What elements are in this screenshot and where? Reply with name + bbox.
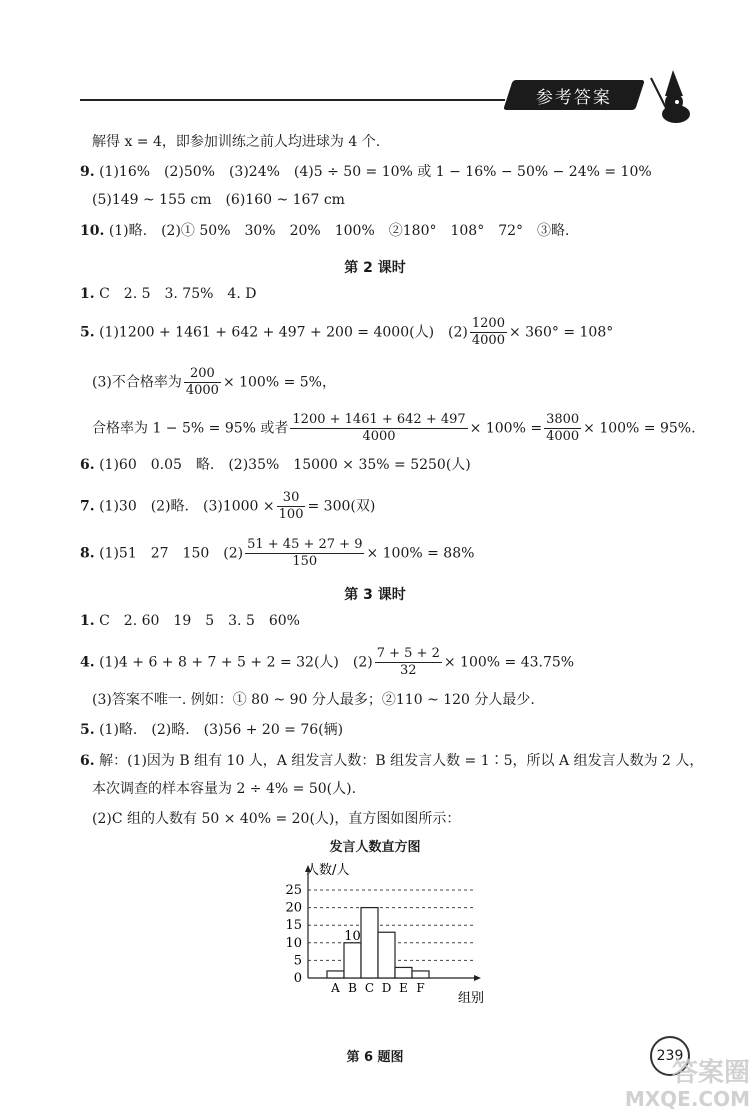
question-number: 1. <box>80 613 95 629</box>
question-number: 1. <box>80 286 95 302</box>
x-tick-label: D <box>381 981 392 995</box>
wizard-mascot-icon <box>643 66 703 126</box>
histogram-bar <box>378 932 395 978</box>
question-number: 9. <box>80 164 95 180</box>
y-tick-label: 5 <box>293 953 302 969</box>
histogram-bar <box>327 971 344 978</box>
answer-text: (1)51 27 150 (2) <box>99 545 244 562</box>
answer-text: × 100% = 88% <box>366 545 475 562</box>
answer-7 <box>80 490 375 523</box>
answer-text: × 100% = 95%. <box>583 420 696 437</box>
question-number: 10. <box>80 223 105 239</box>
y-tick-label: 20 <box>285 900 302 916</box>
fraction-numerator: 1200 <box>471 316 505 331</box>
page-number: 239 <box>650 1036 690 1076</box>
x-tick-label: F <box>416 981 425 995</box>
answer-9-part2: (5)149 ~ 155 cm (6)160 ~ 167 cm <box>92 192 345 208</box>
header-banner-label: 参考答案 <box>536 87 612 108</box>
answer-4 <box>80 646 574 679</box>
fraction-denominator: 4000 <box>546 429 580 444</box>
answer-text: × 360° = 108° <box>508 324 614 341</box>
answer-9-part1 <box>80 163 652 181</box>
answer-10 <box>80 222 569 240</box>
answer-text: (1)4 + 6 + 8 + 7 + 5 + 2 = 32(人) (2) <box>99 654 373 671</box>
fraction-numerator: 200 <box>184 366 221 383</box>
line-solution-x: 解得 x = 4，即参加训练之前人均进球为 4 个. <box>92 134 381 150</box>
answer-6-part1 <box>80 752 703 770</box>
answer-text: (1)30 (2)略. (3)1000 × <box>99 498 275 515</box>
fraction <box>290 412 467 445</box>
x-axis-label: 组别 <box>458 991 485 1006</box>
header-banner <box>503 80 645 110</box>
watermark-line-2: MXQE.COM <box>624 1087 750 1111</box>
histogram-bar <box>395 967 412 978</box>
fraction-denominator: 32 <box>400 663 417 678</box>
answer-6 <box>80 456 471 474</box>
answer-5-part3 <box>92 366 336 399</box>
answer-text: C 2. 60 19 5 3. 5 60% <box>99 613 300 629</box>
histogram-bar <box>361 908 378 978</box>
answer-text: (3)不合格率为 <box>92 374 182 391</box>
answer-text: (1)略. (2)略. (3)56 + 20 = 76(辆) <box>99 722 344 738</box>
fraction-numerator: 1200 + 1461 + 642 + 497 <box>292 412 466 427</box>
y-tick-label: 10 <box>285 935 302 951</box>
x-axis-arrow <box>474 975 481 981</box>
fraction <box>184 366 221 399</box>
answer-text: (1)略. (2)① 50% 30% 20% 100% ②180° 108° 72° ③略. <box>108 223 570 239</box>
answer-5-part1 <box>80 316 613 349</box>
y-tick-label: 0 <box>293 971 302 986</box>
y-tick-label: 25 <box>285 883 302 898</box>
answer-text: (1)16% (2)50% (3)24% (4)5 ÷ 50 = 10% 或 1 − 16% − 50% − 24% = 10% <box>99 164 652 180</box>
bar-data-label: 10 <box>344 928 361 944</box>
x-tick-label: A <box>331 981 340 995</box>
histogram-bar <box>412 971 429 978</box>
answer-text: 合格率为 1 − 5% = 95% 或者 <box>92 420 289 437</box>
question-number: 6. <box>80 753 95 769</box>
section-title-lesson-2: 第 2 课时 <box>344 260 406 276</box>
question-number: 8. <box>80 545 95 562</box>
answer-text: C 2. 5 3. 75% 4. D <box>99 286 257 302</box>
fraction-numerator: 3800 <box>546 412 580 427</box>
watermark <box>600 1060 750 1112</box>
fraction-denominator: 4000 <box>185 383 219 398</box>
answer-1-3 <box>80 612 300 630</box>
y-tick-label: 15 <box>285 918 302 934</box>
histogram-bar <box>344 943 361 978</box>
answer-text: × 100% = 5%， <box>222 374 336 391</box>
fraction-denominator: 4000 <box>471 333 505 348</box>
fraction <box>544 412 581 445</box>
fraction-denominator: 4000 <box>362 429 396 444</box>
answer-text: × 100% = <box>469 420 543 437</box>
fraction-denominator: 150 <box>292 554 318 569</box>
answer-6-sample: 本次调查的样本容量为 2 ÷ 4% = 50(人). <box>92 781 357 797</box>
fraction-denominator: 100 <box>278 507 304 522</box>
answer-text: (1)60 0.05 略. (2)35% 15000 × 35% = 5250(人) <box>99 457 471 473</box>
answer-text: × 100% = 43.75% <box>443 654 575 671</box>
x-tick-label: C <box>364 981 375 995</box>
section-title-lesson-3: 第 3 课时 <box>344 587 406 603</box>
fraction <box>375 646 442 679</box>
answer-5-pass-rate <box>92 412 696 445</box>
fraction-numerator: 51 + 45 + 27 + 9 <box>247 537 363 552</box>
y-axis-label: 人数/人 <box>306 863 350 878</box>
fraction <box>277 490 306 523</box>
figure-caption: 第 6 题图 <box>346 1050 404 1065</box>
answer-8 <box>80 537 474 570</box>
question-number: 5. <box>80 324 95 341</box>
watermark-line-1: 答案圈 <box>671 1058 750 1088</box>
header-rule <box>80 99 505 101</box>
fraction <box>470 316 507 349</box>
chart-title: 发言人数直方图 <box>329 840 421 855</box>
answer-text: = 300(双) <box>307 498 376 515</box>
fraction-numerator: 7 + 5 + 2 <box>376 646 440 661</box>
question-number: 5. <box>80 722 95 738</box>
question-number: 6. <box>80 457 95 473</box>
histogram-chart <box>270 860 510 1030</box>
answer-1-4 <box>80 285 256 303</box>
answer-5 <box>80 721 343 739</box>
x-tick-label: E <box>399 981 408 995</box>
question-number: 4. <box>80 654 95 671</box>
answer-text: (1)1200 + 1461 + 642 + 497 + 200 = 4000(人) (2) <box>99 324 468 341</box>
fraction <box>245 537 364 570</box>
answer-6-part2: (2)C 组的人数有 50 × 40% = 20(人)，直方图如图所示： <box>92 811 461 827</box>
fraction-numerator: 30 <box>277 490 306 507</box>
answer-4-part3: (3)答案不唯一. 例如：① 80 ~ 90 分人最多；②110 ~ 120 分人最少. <box>92 692 535 708</box>
question-number: 7. <box>80 498 95 515</box>
x-tick-label: B <box>348 981 357 995</box>
answer-text: 解：(1)因为 B 组有 10 人，A 组发言人数：B 组发言人数 = 1∶5，所以 A 组发言人数为 2 人， <box>99 753 704 769</box>
